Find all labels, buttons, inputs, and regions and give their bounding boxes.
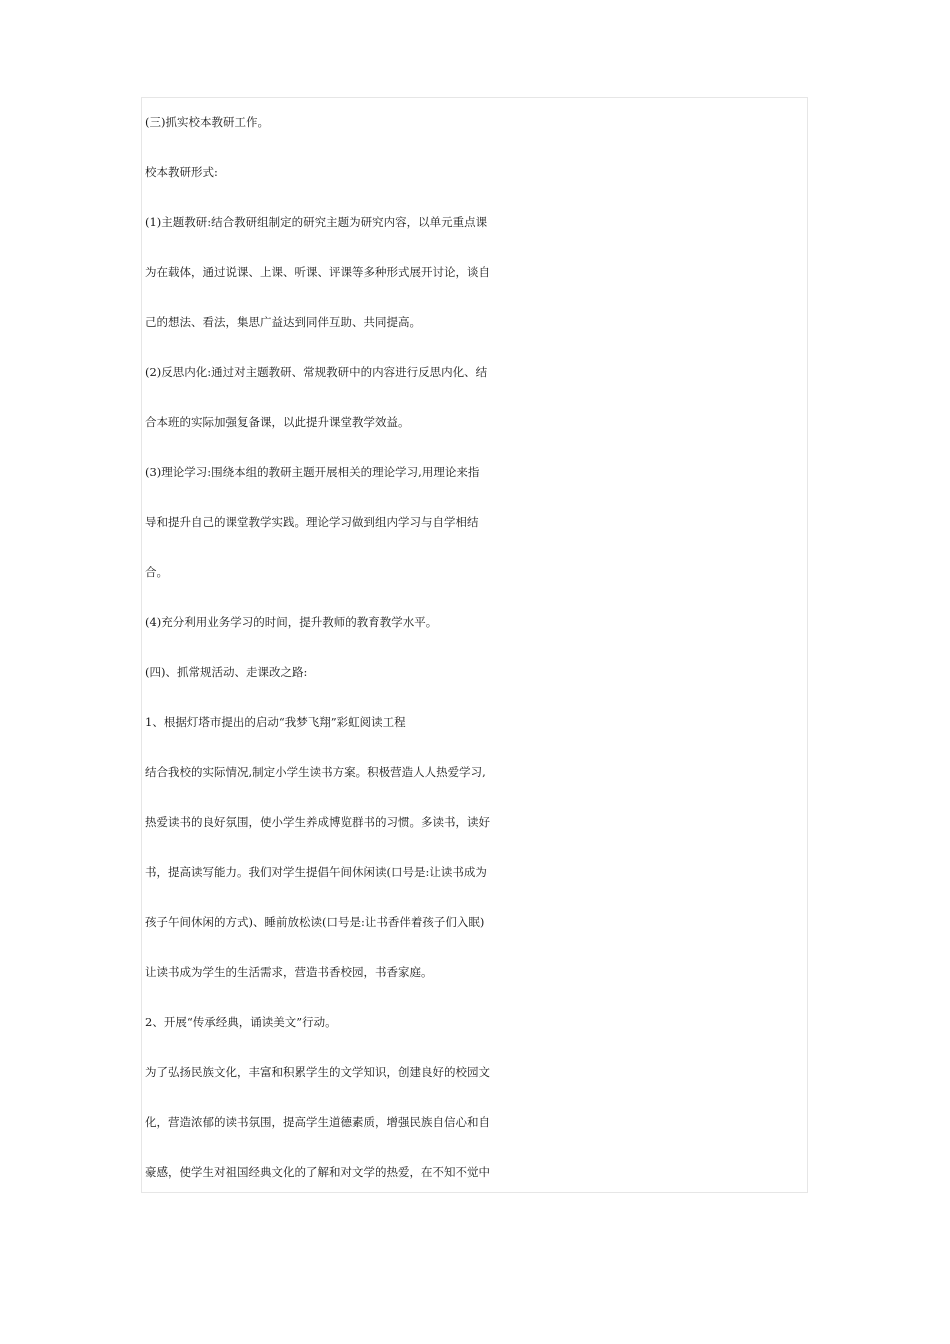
text-line: 己的想法、看法，集思广益达到同伴互助、共同提高。 bbox=[145, 315, 421, 329]
text-line: 热爱读书的良好氛围，使小学生养成博览群书的习惯。多读书，读好 bbox=[145, 815, 490, 829]
text-line: 合本班的实际加强复备课，以此提升课堂教学效益。 bbox=[145, 415, 410, 429]
document-body bbox=[145, 101, 825, 1201]
text-line: (4)充分利用业务学习的时间，提升教师的教育教学水平。 bbox=[145, 615, 438, 629]
section-heading: (三)抓实校本教研工作。 bbox=[145, 115, 269, 129]
text-line: 合。 bbox=[145, 565, 168, 579]
text-line: 让读书成为学生的生活需求，营造书香校园，书香家庭。 bbox=[145, 965, 433, 979]
text-line: 2、开展“传承经典，诵读美文”行动。 bbox=[145, 1015, 337, 1029]
text-line: 校本教研形式: bbox=[145, 165, 218, 179]
text-line: 豪感，使学生对祖国经典文化的了解和对文学的热爱，在不知不觉中 bbox=[145, 1165, 490, 1179]
text-line: 孩子午间休闲的方式)、睡前放松读(口号是:让书香伴着孩子们入眠) bbox=[145, 915, 485, 929]
text-line: (3)理论学习:围绕本组的教研主题开展相关的理论学习,用理论来指 bbox=[145, 465, 480, 479]
text-line: 1、根据灯塔市提出的启动“我梦飞翔”彩虹阅读工程 bbox=[145, 715, 406, 729]
text-line: 为在载体，通过说课、上课、听课、评课等多种形式展开讨论，谈自 bbox=[145, 265, 490, 279]
text-line: 书，提高读写能力。我们对学生提倡午间休闲读(口号是:让读书成为 bbox=[145, 865, 487, 879]
text-line: 为了弘扬民族文化，丰富和积累学生的文学知识，创建良好的校园文 bbox=[145, 1065, 490, 1079]
text-line: 导和提升自己的课堂教学实践。理论学习做到组内学习与自学相结 bbox=[145, 515, 479, 529]
text-line: (1)主题教研:结合教研组制定的研究主题为研究内容，以单元重点课 bbox=[145, 215, 488, 229]
text-line: 结合我校的实际情况,制定小学生读书方案。积极营造人人热爱学习, bbox=[145, 765, 486, 779]
text-line: 化，营造浓郁的读书氛围，提高学生道德素质，增强民族自信心和自 bbox=[145, 1115, 490, 1129]
text-line: (2)反思内化:通过对主题教研、常规教研中的内容进行反思内化、结 bbox=[145, 365, 488, 379]
section-heading: (四)、抓常规活动、走课改之路: bbox=[145, 665, 308, 679]
